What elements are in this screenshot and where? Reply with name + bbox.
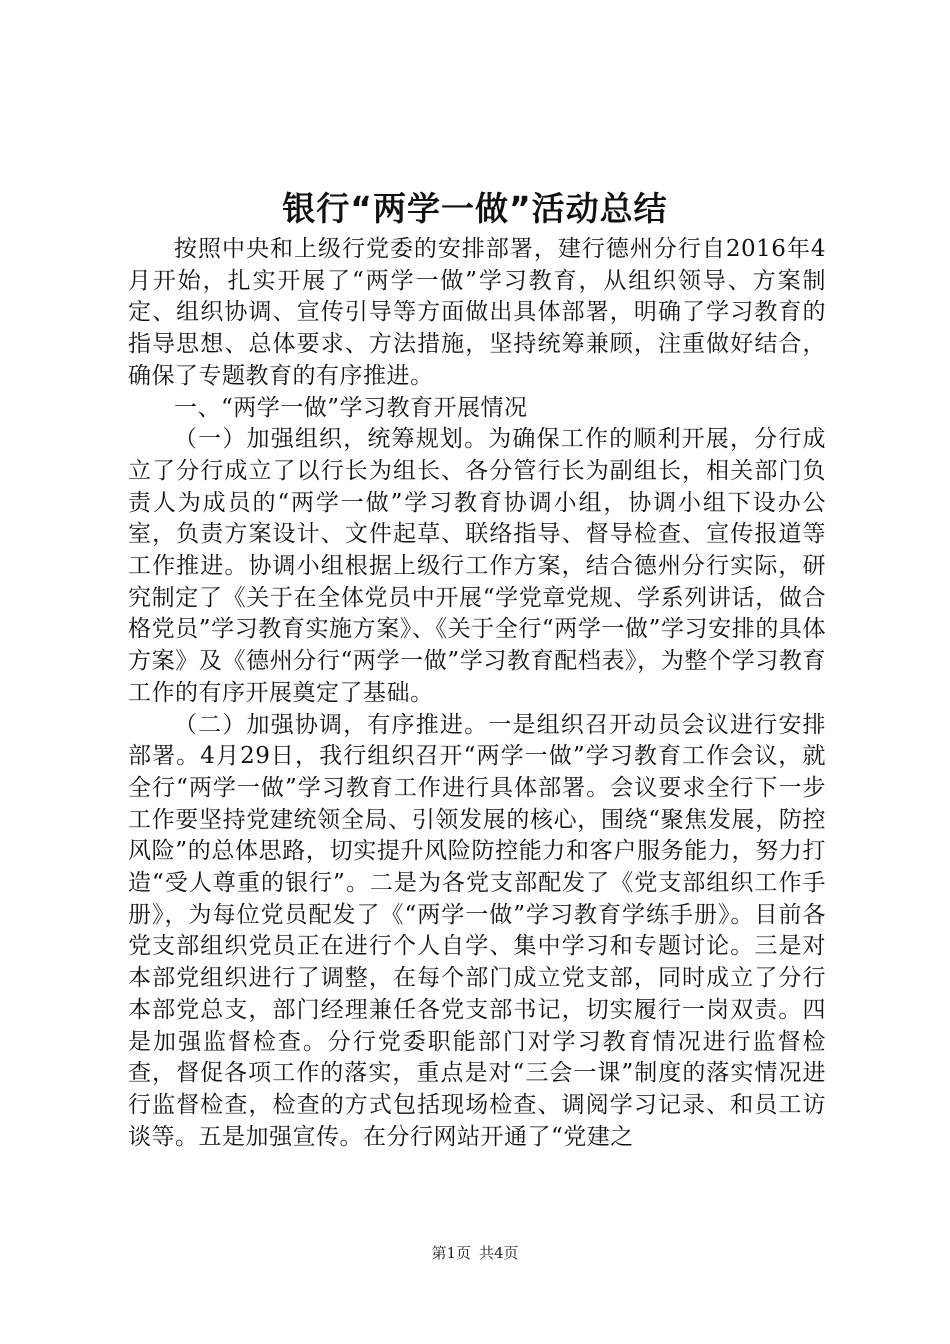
page-total: 共4页 [479,1244,519,1262]
paragraph-subsection-1: （一）加强组织，统筹规划。为确保工作的顺利开展，分行成立了分行成立了以行长为组长、各分管行长为副组长，相关部门负责人为成员的“两学一做”学习教育协调小组，协调小组下设办公室，负责方案设计、文件起草、联络指导、督导检查、宣传报道等工作推进。协调小组根据上级行工作方案，结合德州分行实际，研究制定了《关于在全体党员中开展“学党章党规、学系列讲话，做合格党员”学习教育实施方案》、《关于全行“两学一做”学习安排的具体方案》及《德州分行“两学一做”学习教育配档表》，为整个学习教育工作的有序开展奠定了基础。 [128,426,826,706]
document-body [128,234,826,1153]
paragraph-intro: 按照中央和上级行党委的安排部署，建行德州分行自2016年4月开始，扎实开展了“两学一做”学习教育，从组织领导、方案制定、组织协调、宣传引导等方面做出具体部署，明确了学习教育的指导思想、总体要求、方法措施，坚持统筹兼顾，注重做好结合，确保了专题教育的有序推进。 [128,236,826,389]
document-title: 银行“两学一做”活动总结 [282,189,668,228]
page-footer [0,1243,950,1263]
paragraph-subsection-2: （二）加强协调，有序推进。一是组织召开动员会议进行安排部署。4月29日，我行组织召开“两学一做”学习教育工作会议，就全行“两学一做”学习教育工作进行具体部署。会议要求全行下一步工作要坚持党建统领全局、引领发展的核心，围绕“聚焦发展，防控风险”的总体思路，切实提升风险防控能力和客户服务能力，努力打造“受人尊重的银行”。二是为各党支部配发了《党支部组织工作手册》，为每位党员配发了《“两学一做”学习教育学练手册》。目前各党支部组织党员正在进行个人自学、集中学习和专题讨论。三是对本部党组织进行了调整，在每个部门成立党支部，同时成立了分行本部党总支，部门经理兼任各党支部书记，切实履行一岗双责。四是加强监督检查。分行党委职能部门对学习教育情况进行监督检查，督促各项工作的落实，重点是对“三会一课”制度的落实情况进行监督检查，检查的方式包括现场检查、调阅学习记录、和员工访谈等。五是加强宣传。在分行网站开通了“党建之 [128,711,826,1150]
page-number: 第1页 [431,1244,471,1262]
section-heading-1: 一、“两学一做”学习教育开展情况 [174,394,528,421]
